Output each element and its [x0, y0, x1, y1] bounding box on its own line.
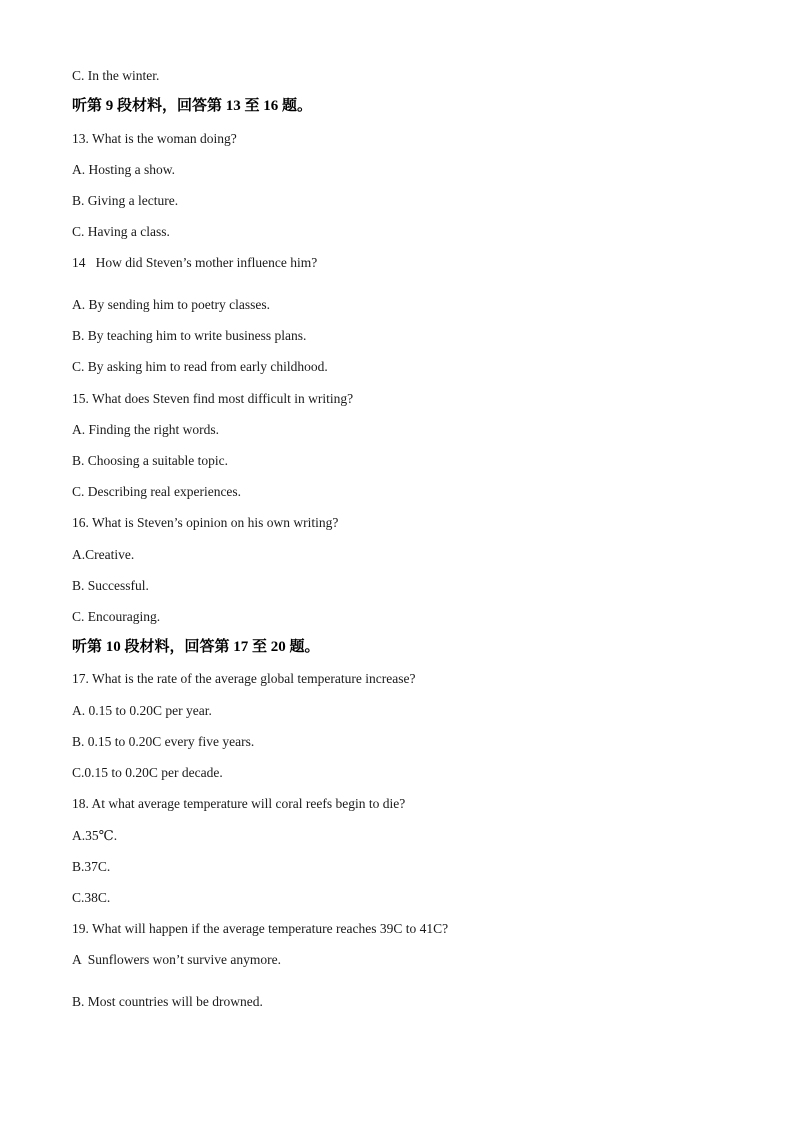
question-16: 16. What is Steven’s opinion on his own writing?	[72, 515, 339, 530]
section-heading-passage-9: 听第 9 段材料，回答第 13 至 16 题。	[72, 98, 313, 114]
option-b-q16: B. Successful.	[72, 578, 149, 593]
option-b-q13: B. Giving a lecture.	[72, 193, 179, 208]
question-19: 19. What will happen if the average temperature reaches 39C to 41C?	[72, 921, 449, 936]
question-15: 15. What does Steven find most difficult in writing?	[72, 391, 354, 406]
option-b-q14: B. By teaching him to write business plans.	[72, 328, 307, 343]
question-18: 18. At what average temperature will coral reefs begin to die?	[72, 796, 406, 811]
option-c-q15: C. Describing real experiences.	[72, 484, 242, 499]
option-b-q18: B.37C.	[72, 859, 111, 874]
option-c-q17: C.0.15 to 0.20C per decade.	[72, 765, 223, 780]
option-a-q13: A. Hosting a show.	[72, 162, 175, 177]
option-a-q14: A. By sending him to poetry classes.	[72, 297, 270, 312]
question-13: 13. What is the woman doing?	[72, 131, 237, 146]
option-b-q17: B. 0.15 to 0.20C every five years.	[72, 734, 255, 749]
option-c-q14: C. By asking him to read from early childhood.	[72, 359, 328, 374]
option-c-q18: C.38C.	[72, 890, 111, 905]
option-c-q12: C. In the winter.	[72, 68, 160, 83]
question-17: 17. What is the rate of the average global temperature increase?	[72, 671, 416, 686]
option-a-q17: A. 0.15 to 0.20C per year.	[72, 703, 212, 718]
option-c-q13: C. Having a class.	[72, 224, 170, 239]
option-a-q15: A. Finding the right words.	[72, 422, 219, 437]
option-c-q16: C. Encouraging.	[72, 609, 161, 624]
option-a-q16: A.Creative.	[72, 547, 135, 562]
question-14: 14 How did Steven’s mother influence him?	[72, 255, 318, 270]
option-b-q15: B. Choosing a suitable topic.	[72, 453, 228, 468]
option-a-q19: A Sunflowers won’t survive anymore.	[72, 952, 281, 967]
option-b-q19: B. Most countries will be drowned.	[72, 994, 263, 1009]
option-a-q18: A.35℃.	[72, 828, 118, 843]
section-heading-passage-10: 听第 10 段材料，回答第 17 至 20 题。	[72, 639, 320, 655]
